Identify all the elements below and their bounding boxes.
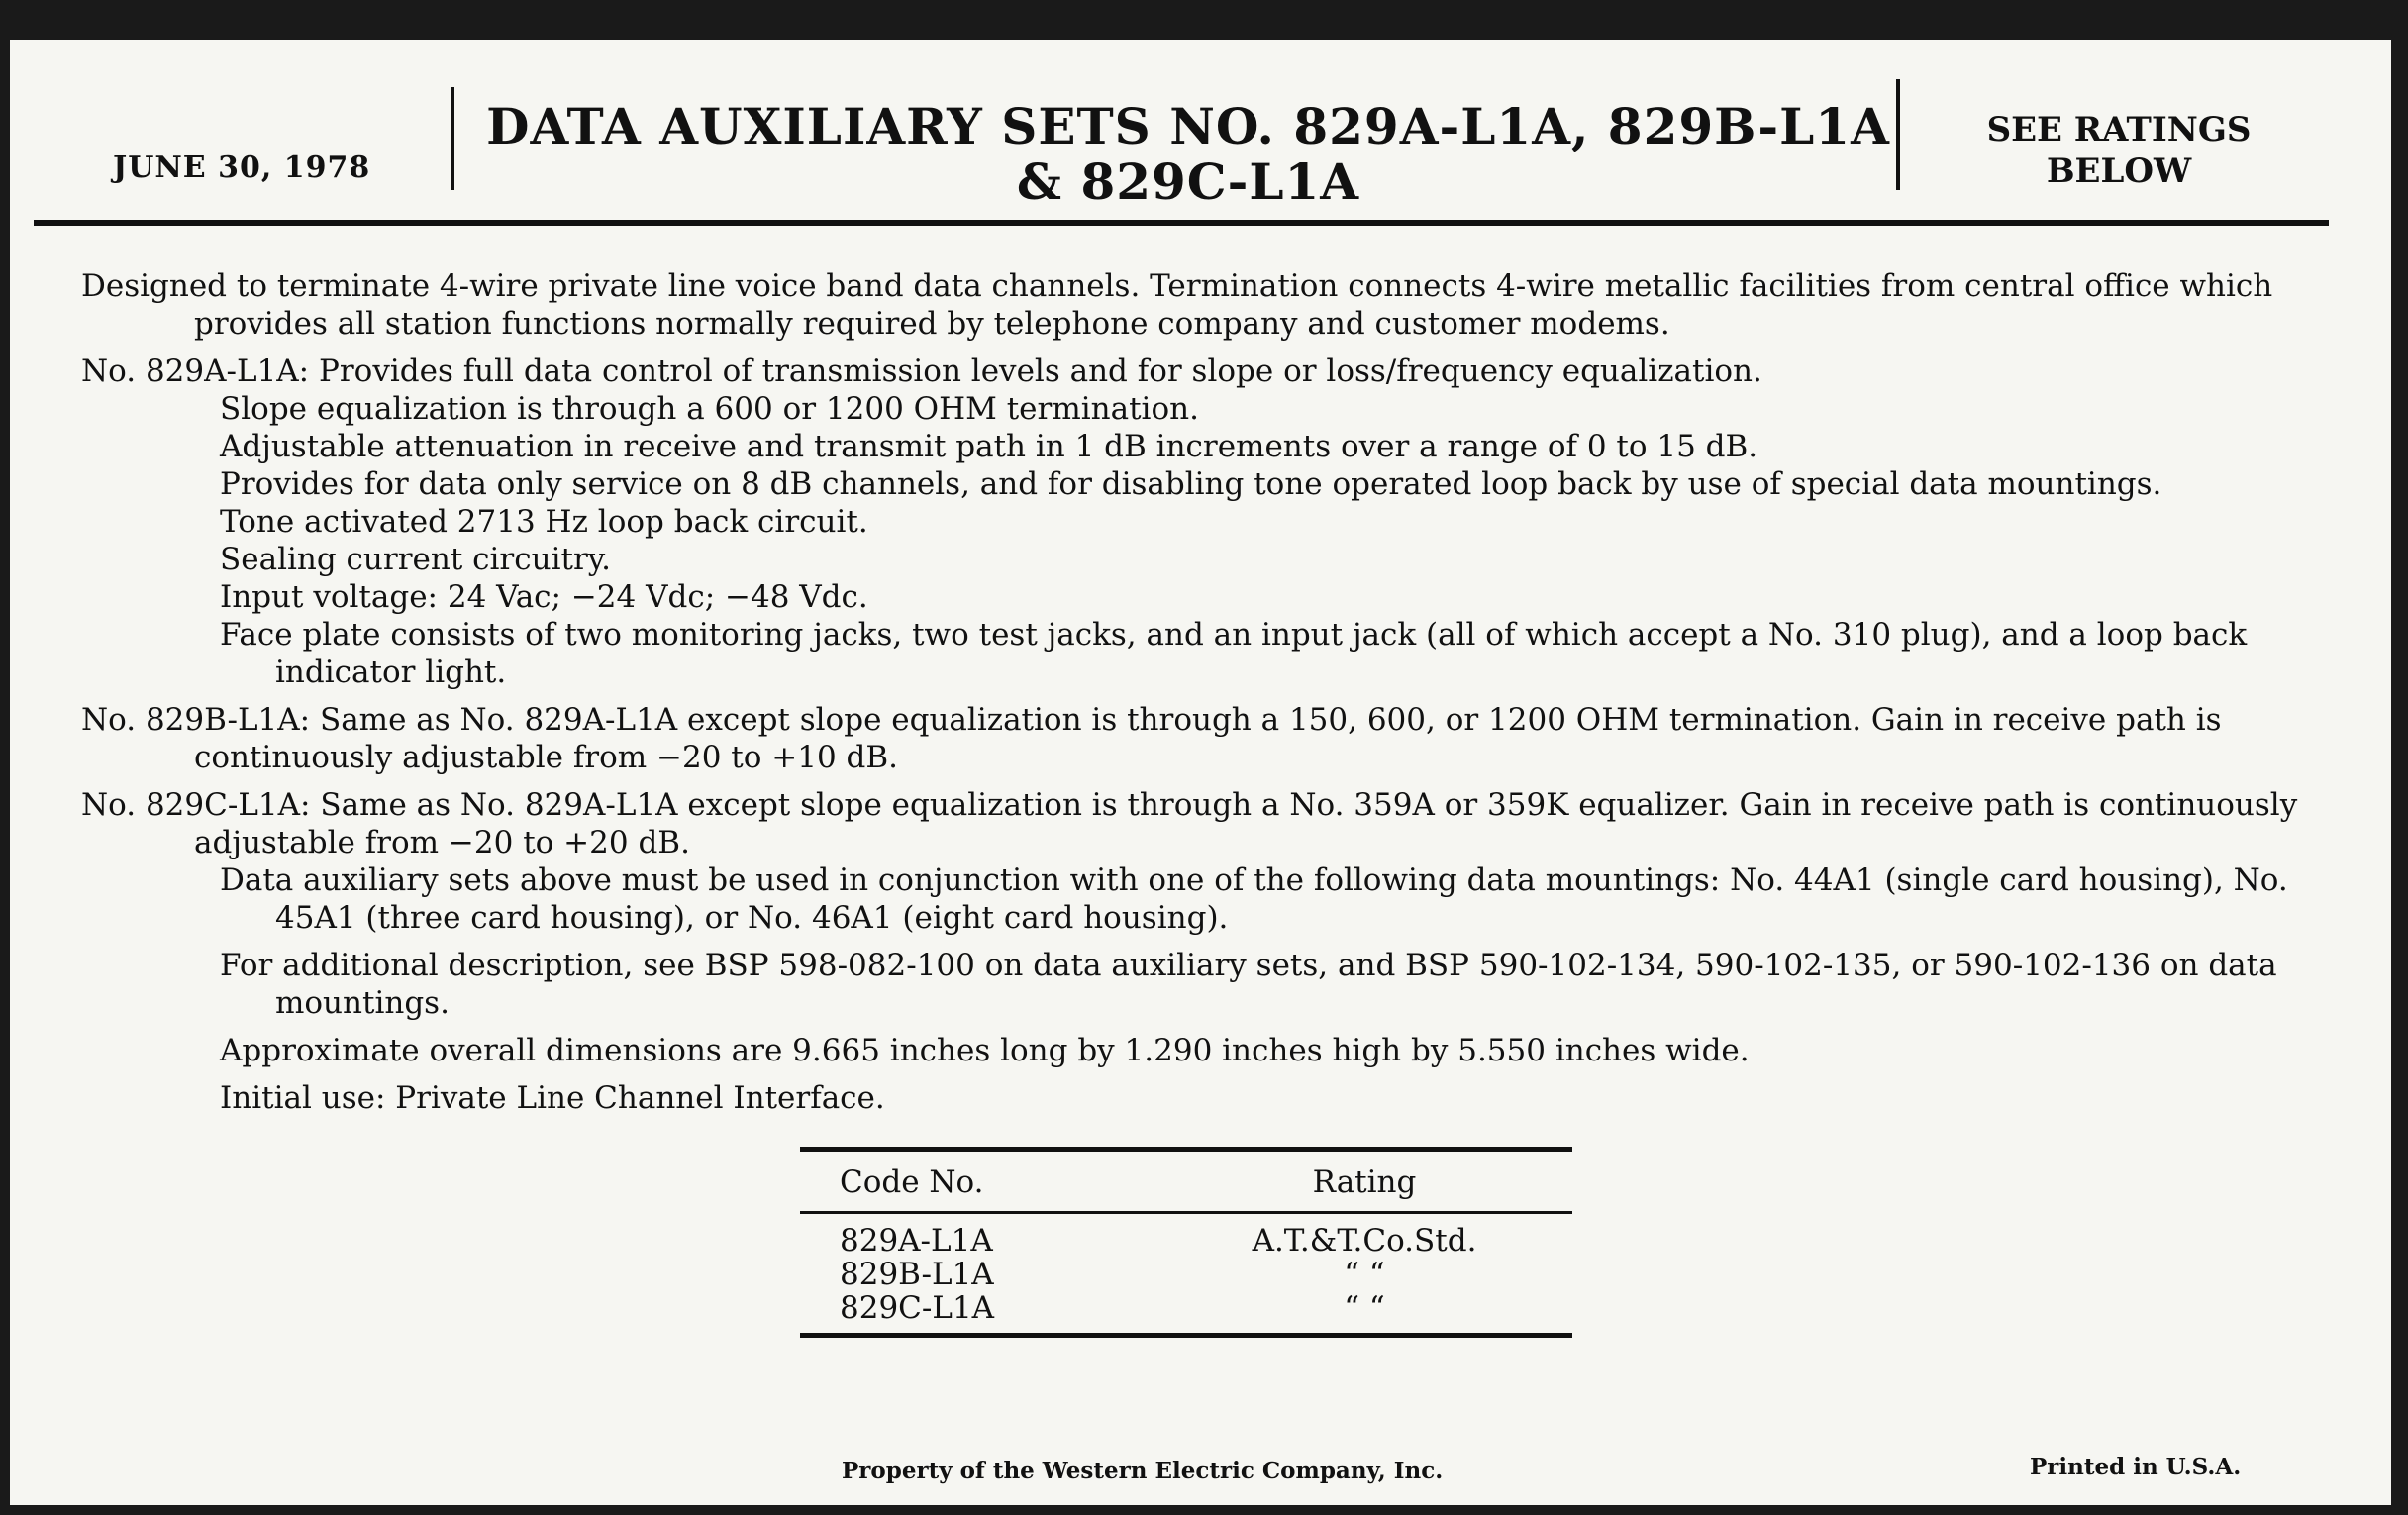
header-divider-right	[1896, 79, 1900, 190]
set-829c-paragraph	[81, 786, 2299, 861]
set-829a-item: Tone activated 2713 Hz loop back circuit.	[220, 504, 868, 540]
rating-note-line-2: BELOW	[2046, 152, 2192, 191]
mountings-note: Data auxiliary sets above must be used in conjunction with one of the following data mountings: No. 44A1 (single card housing), No. 45A1 (three card housing), or No. 46A1 (eight card housing).	[220, 862, 2288, 936]
initial-use-note: Initial use: Private Line Channel Interface.	[220, 1080, 885, 1116]
title-line-2: & 829C-L1A	[1016, 152, 1360, 211]
spec-card	[10, 40, 2391, 1505]
code-cell: 829B-L1A	[840, 1257, 994, 1292]
document-title	[475, 99, 1901, 210]
set-829b-lead: No. 829B-L1A:	[81, 702, 311, 738]
set-829a-item: Face plate consists of two monitoring jacks, two test jacks, and an input jack (all of which accept a No. 310 plug), and a loop back indicator light.	[220, 617, 2248, 690]
set-829b-text: Same as No. 829A-L1A except slope equalization is through a 150, 600, or 1200 OHM termination. Gain in receive path is continuously adjustable from −20 to +10 dB.	[194, 702, 2222, 775]
set-829c-lead: No. 829C-L1A:	[81, 787, 311, 823]
rating-note-line-1: SEE RATINGS	[1986, 110, 2252, 150]
set-829a-item: Sealing current circuitry.	[220, 542, 612, 577]
set-829a-lead: No. 829A-L1A:	[81, 354, 310, 389]
header-rating: Rating	[1312, 1164, 1417, 1200]
set-829a-item: Adjustable attenuation in receive and transmit path in 1 dB increments over a range of 0 to 15 dB.	[220, 429, 1758, 464]
table-bottom-rule	[800, 1333, 1572, 1338]
rating-cell: “ “	[1344, 1290, 1385, 1326]
set-829b-paragraph	[81, 701, 2299, 776]
dimensions-note: Approximate overall dimensions are 9.665 inches long by 1.290 inches high by 5.550 inches wide.	[220, 1033, 1750, 1068]
property-notice: Property of the Western Electric Company, Inc.	[842, 1458, 1444, 1484]
code-cell: 829A-L1A	[840, 1223, 993, 1259]
table-body	[800, 1214, 1572, 1333]
header-code-no: Code No.	[840, 1164, 984, 1200]
rating-cell: A.T.&T.Co.Std.	[1252, 1223, 1477, 1259]
table-header-row	[800, 1152, 1572, 1211]
rating-note	[1921, 109, 2317, 192]
header-rule	[34, 220, 2329, 226]
printed-notice: Printed in U.S.A.	[2030, 1454, 2242, 1480]
ratings-table	[800, 1147, 1572, 1338]
description-body	[81, 267, 2299, 1117]
header-divider-left	[451, 87, 454, 190]
set-829a-paragraph	[81, 353, 2299, 390]
rating-cell: “ “	[1344, 1257, 1385, 1292]
issue-date: JUNE 30, 1978	[113, 151, 371, 185]
table-row	[800, 1291, 1572, 1325]
set-829c-text: Same as No. 829A-L1A except slope equalization is through a No. 359A or 359K equalizer. Gain in receive path is continuously adjustable from −20 to +20 dB.	[194, 787, 2298, 860]
table-row	[800, 1258, 1572, 1291]
title-line-1: DATA AUXILIARY SETS NO. 829A-L1A, 829B-L1A	[486, 97, 1890, 155]
set-829a-item: Slope equalization is through a 600 or 1200 OHM termination.	[220, 391, 1199, 427]
code-cell: 829C-L1A	[840, 1290, 995, 1326]
intro-paragraph: Designed to terminate 4-wire private line voice band data channels. Termination connects 4-wire metallic facilities from central office which provides all station functions normally required by telephone company and customer modems.	[81, 268, 2273, 342]
table-row	[800, 1224, 1572, 1258]
set-829a-item: Provides for data only service on 8 dB channels, and for disabling tone operated loop back by use of special data mountings.	[220, 466, 2162, 502]
set-829a-item: Input voltage: 24 Vac; −24 Vdc; −48 Vdc.	[220, 579, 868, 615]
reference-note: For additional description, see BSP 598-082-100 on data auxiliary sets, and BSP 590-102-134, 590-102-135, or 590-102-136 on data mountings.	[220, 948, 2277, 1021]
set-829a-text: Provides full data control of transmission levels and for slope or loss/frequency equalization.	[318, 354, 1762, 389]
